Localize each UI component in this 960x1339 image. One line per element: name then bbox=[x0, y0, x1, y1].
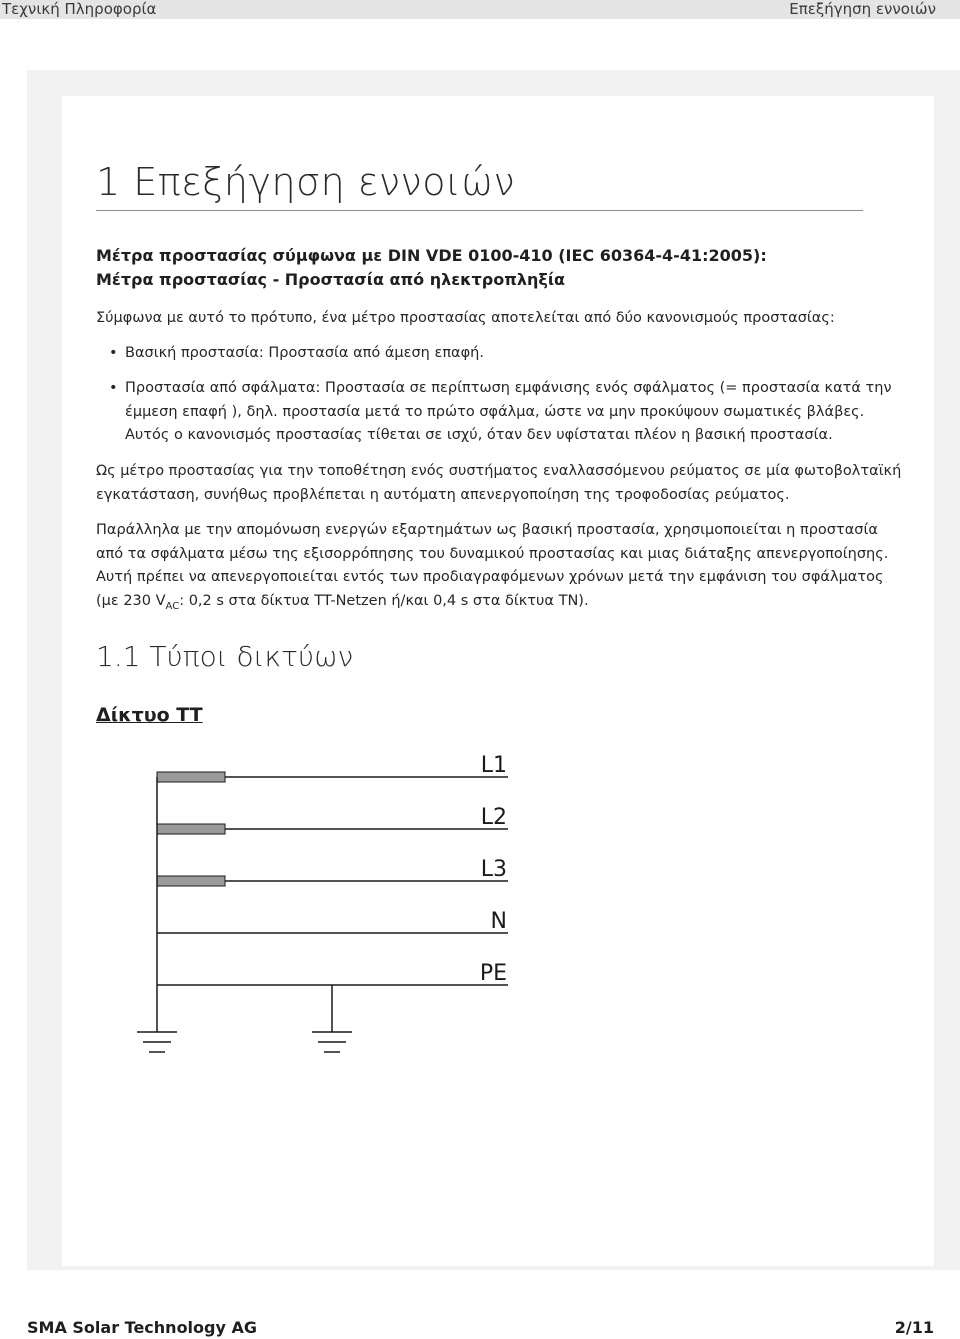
ground-icon bbox=[312, 1032, 352, 1052]
bullet-2-line-1: Προστασία από σφάλματα: Προστασία σε περίπτωση εμφάνισης ενός σφάλματος (= προστασία κατά την bbox=[125, 380, 892, 396]
load-blocks bbox=[157, 772, 225, 886]
paragraph-2-line-2: εγκατάσταση, συνήθως προβλέπεται η αυτόματη απενεργοποίηση της τροφοδοσίας ρεύματος. bbox=[96, 486, 790, 503]
paragraph-2-line-1: Ως μέτρο προστασίας για την τοποθέτηση ενός συστήματος εναλλασσόμενου ρεύματος σε μία φωτοβολταϊκή bbox=[96, 463, 902, 479]
section-heading-network-types: 1.1 Τύποι δικτύων bbox=[96, 640, 354, 673]
label-l1: L1 bbox=[480, 753, 507, 778]
load-block-l3 bbox=[157, 876, 225, 886]
page-title: 1 Επεξήγηση εννοιών bbox=[96, 160, 516, 204]
footer-company: SMA Solar Technology AG bbox=[27, 1318, 257, 1337]
ground-icon bbox=[137, 1032, 177, 1052]
load-block-l2 bbox=[157, 824, 225, 834]
label-l2: L2 bbox=[480, 805, 507, 830]
bullet-icon: • bbox=[109, 345, 118, 361]
label-n: N bbox=[490, 909, 507, 934]
intro-text: Σύμφωνα με αυτό το πρότυπο, ένα μέτρο προστασίας αποτελείται από δύο κανονισμούς προστασίας: bbox=[96, 310, 835, 326]
load-block-l1 bbox=[157, 772, 225, 782]
header-right-title: Επεξήγηση εννοιών bbox=[789, 0, 936, 18]
bullet-2-line-3: Αυτός ο κανονισμός προστασίας τίθεται σε ισχύ, όταν δεν υφίσταται πλέον η βασική προστασία. bbox=[125, 427, 833, 443]
subheading-line-1: Μέτρα προστασίας σύμφωνα με DIN VDE 0100-410 (IEC 60364-4-41:2005): bbox=[96, 246, 767, 265]
voltage-text: (με 230 V bbox=[96, 592, 166, 609]
subheading-line-2: Μέτρα προστασίας - Προστασία από ηλεκτροπληξία bbox=[96, 270, 566, 289]
paragraph-3-line-3: Αυτή πρέπει να απενεργοποιείται εντός των προδιαγραφόμενων χρόνων μετά την εμφάνιση του σφάλματος bbox=[96, 569, 884, 585]
label-pe: PE bbox=[479, 961, 507, 986]
disconnection-times-text: : 0,2 s στα δίκτυα TT-Netzen ή/και 0,4 s στα δίκτυα TN). bbox=[179, 592, 589, 609]
line-labels bbox=[480, 753, 507, 986]
bullet-icon: • bbox=[109, 380, 118, 396]
bullet-1-line-1: Βασική προστασία: Προστασία από άμεση επαφή. bbox=[125, 345, 484, 361]
bullet-2-line-2: έμμεση επαφή ), δηλ. προστασία μετά το πρώτο σφάλμα, ώστε να μην προκύψουν σωματικές βλάβες. bbox=[125, 403, 865, 420]
earthing-conductors bbox=[157, 777, 332, 1032]
paragraph-3-line-1: Παράλληλα με την απομόνωση ενεργών εξαρτημάτων ως βασική προστασία, χρησιμοποιείται η προστασία bbox=[96, 522, 878, 538]
footer-page-number: 2/11 bbox=[894, 1318, 934, 1337]
subsection-heading-tt-network: Δίκτυο TT bbox=[96, 704, 203, 726]
label-l3: L3 bbox=[480, 857, 507, 882]
paragraph-3-line-2: από τα σφάλματα μέσω της εξισορρόπησης του δυναμικού προστασίας και μιας διάταξης απενεργοποίησης. bbox=[96, 545, 889, 562]
header-left-title: Τεχνική Πληροφορία bbox=[2, 0, 157, 18]
voltage-subscript: AC bbox=[165, 600, 180, 612]
